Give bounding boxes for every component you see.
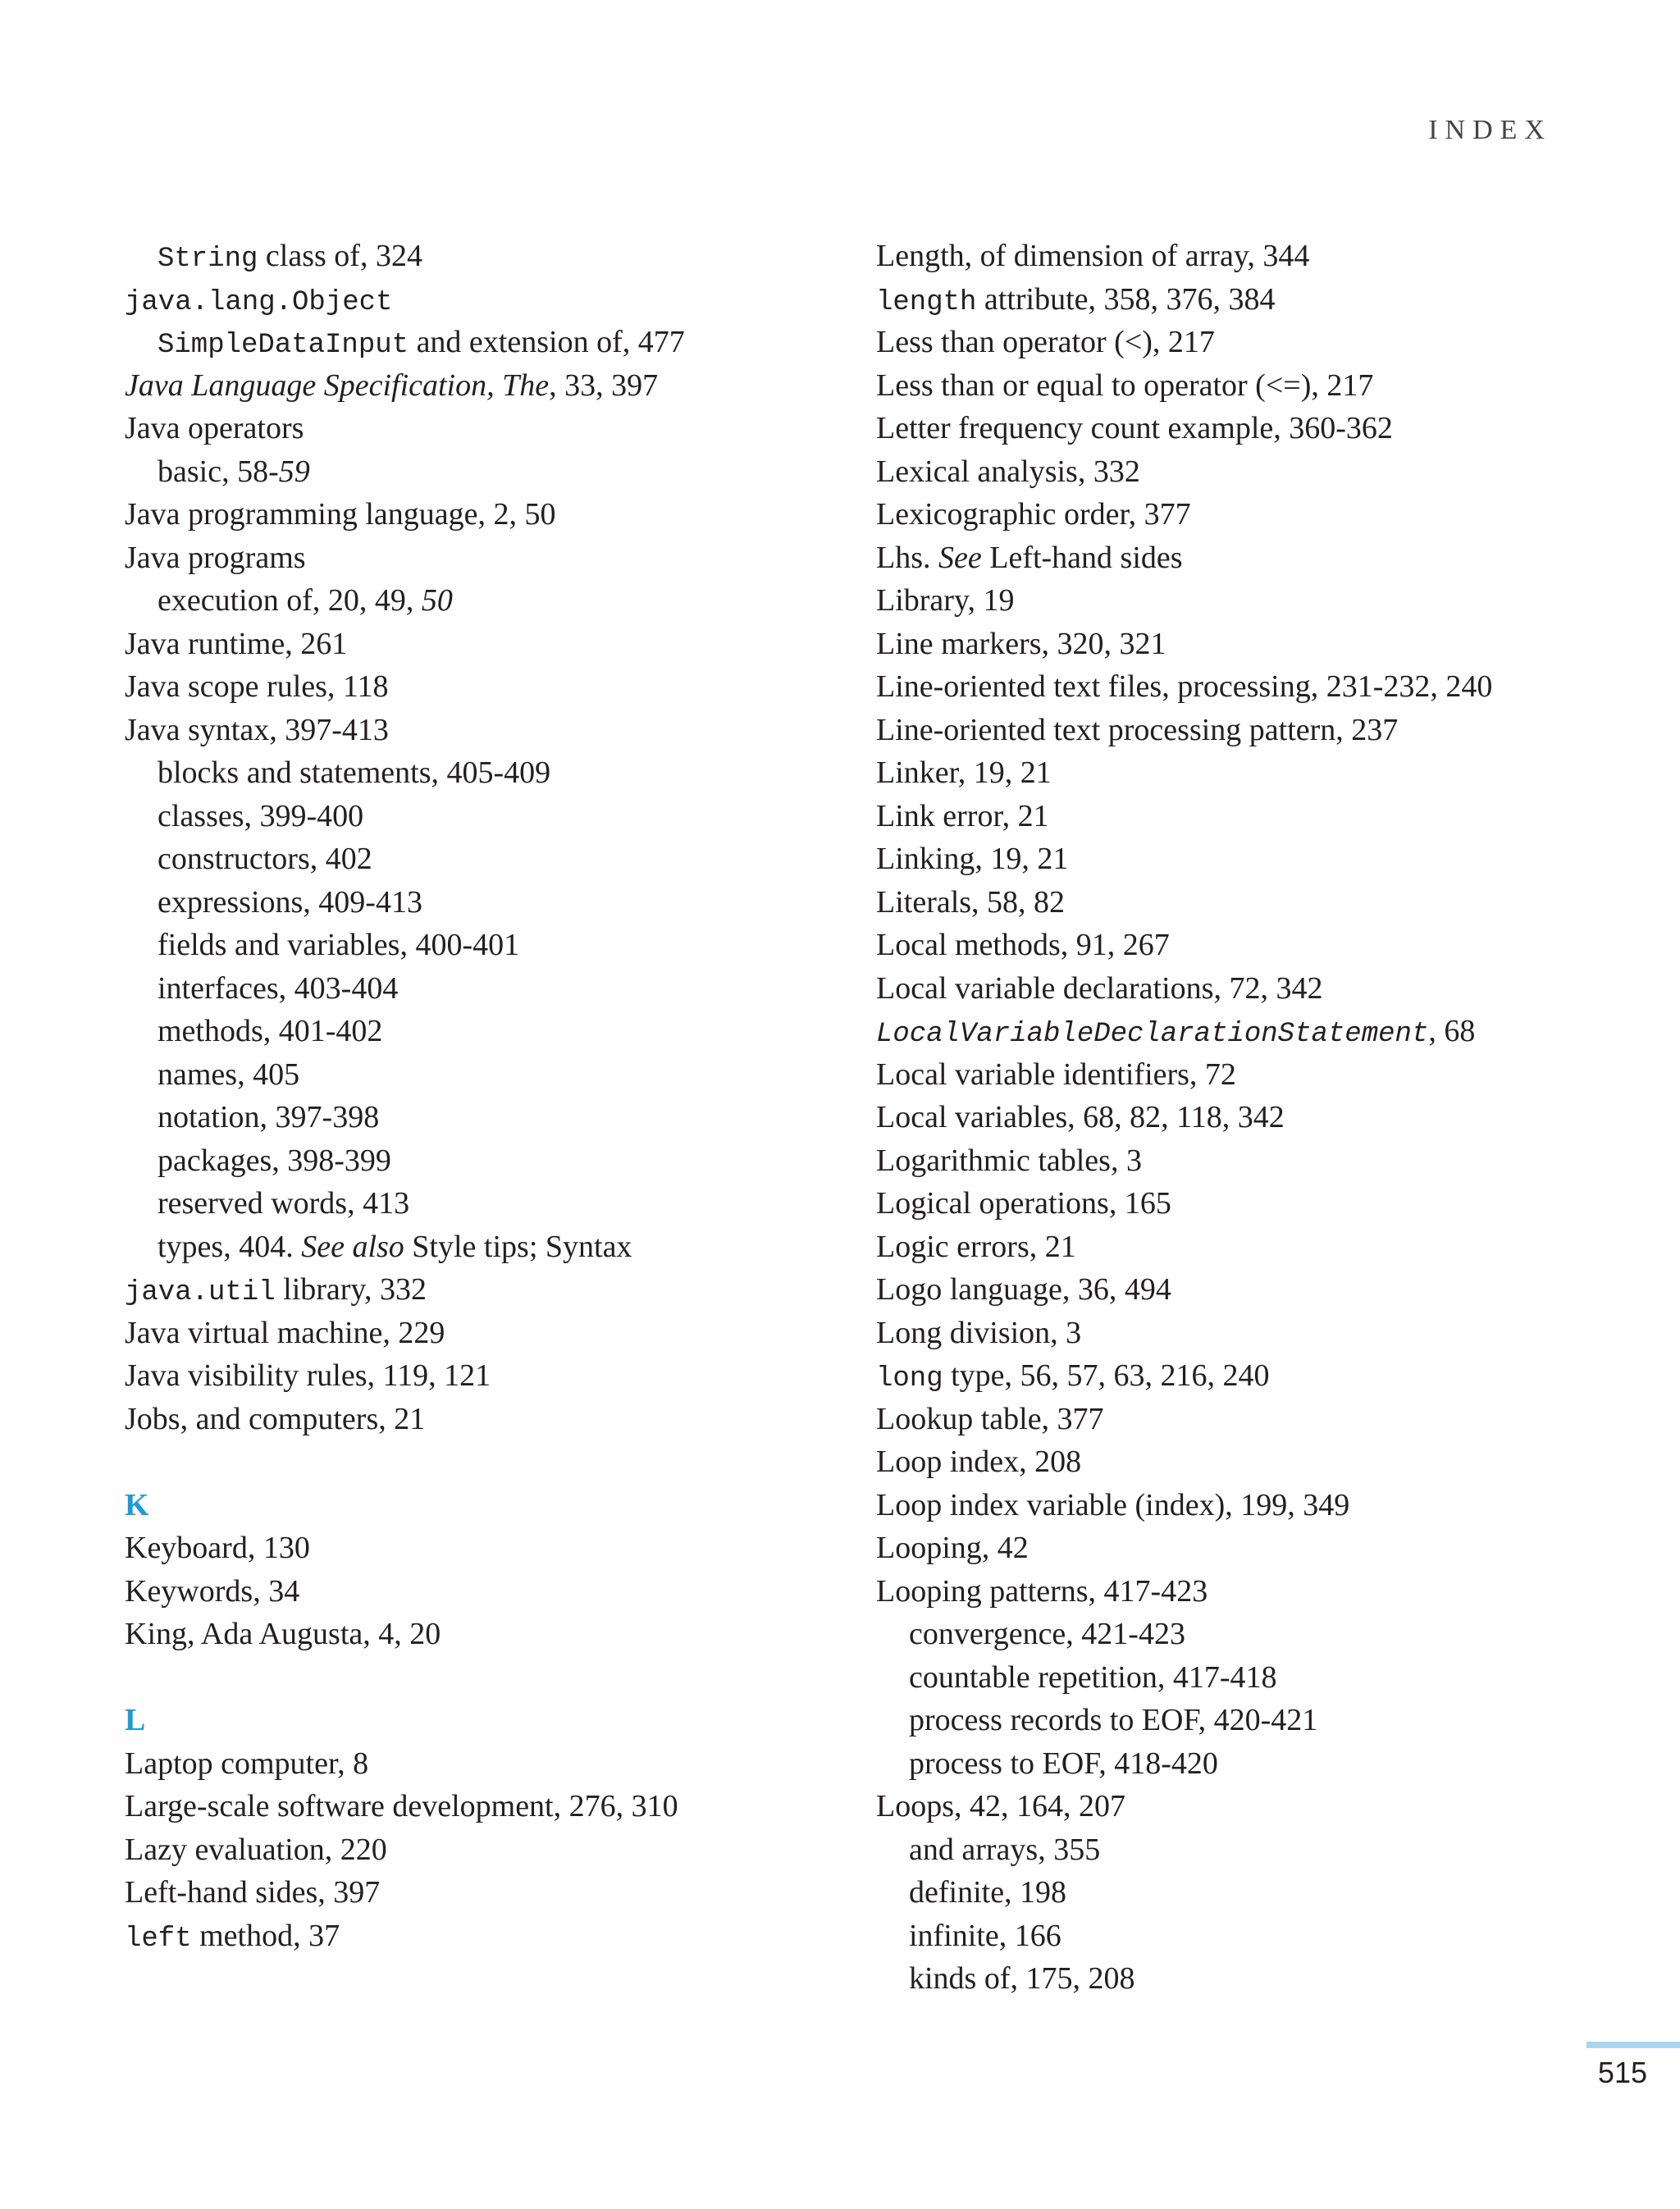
entry-text: constructors, 402 (158, 842, 372, 876)
entry-text: Keywords, 34 (125, 1573, 300, 1609)
entry-text: convergence, 421-423 (909, 1617, 1185, 1651)
index-column-left (125, 235, 863, 1957)
entry-text: attribute, 358, 376, 384 (976, 281, 1276, 317)
index-subentry (876, 1957, 1614, 2001)
entry-text: Local variable identifiers, 72 (876, 1057, 1236, 1092)
entry-text: Left-hand sides, 397 (125, 1875, 381, 1910)
entry-text: Left-hand sides (981, 540, 1183, 575)
entry-text: reserved words, 413 (158, 1186, 410, 1221)
code-term: SimpleDataInput (158, 330, 409, 361)
entry-text: Java syntax, 397-413 (125, 712, 389, 747)
index-subentry (125, 838, 863, 881)
entry-text: Line-oriented text processing pattern, 237 (876, 712, 1399, 747)
index-entry (876, 536, 1614, 580)
index-entry (876, 1354, 1614, 1398)
index-subentry (876, 1871, 1614, 1915)
index-entry (876, 838, 1614, 881)
entry-text: packages, 398-399 (158, 1143, 391, 1178)
entry-text: Linking, 19, 21 (876, 842, 1069, 876)
index-subentry (876, 1656, 1614, 1700)
entry-text: Line-oriented text files, processing, 231-232, 240 (876, 669, 1493, 704)
index-subentry (876, 1828, 1614, 1872)
index-entry (876, 321, 1614, 364)
entry-text: type, 56, 57, 63, 216, 240 (943, 1358, 1270, 1393)
entry-text: Local variable declarations, 72, 342 (876, 970, 1323, 1006)
index-subentry (876, 1613, 1614, 1656)
index-entry (876, 881, 1614, 924)
index-entry (876, 1010, 1614, 1053)
italic-text: Java Language Specification, The (125, 367, 550, 403)
index-spacer (125, 1440, 863, 1484)
index-entry (125, 1527, 863, 1570)
index-entry (125, 278, 863, 322)
index-entry (125, 364, 863, 408)
code-term: length (876, 286, 977, 318)
entry-text: Local methods, 91, 267 (876, 928, 1170, 962)
index-entry (125, 407, 863, 450)
entry-text: Java virtual machine, 229 (125, 1315, 445, 1350)
entry-text: Style tips; Syntax (404, 1229, 632, 1264)
index-subentry (876, 1742, 1614, 1786)
index-subentry (876, 1915, 1614, 1958)
index-entry (125, 1871, 863, 1915)
entry-text: process records to EOF, 420-421 (909, 1703, 1318, 1737)
code-term: java.util (125, 1277, 276, 1308)
index-subentry (125, 235, 863, 278)
entry-text: and extension of, 477 (409, 325, 685, 359)
entry-text: Laptop computer, 8 (125, 1746, 369, 1781)
entry-text: blocks and statements, 405-409 (158, 755, 551, 790)
index-entry (876, 967, 1614, 1011)
code-term: left (125, 1923, 192, 1955)
entry-text: Long division, 3 (876, 1315, 1082, 1350)
entry-text: Logical operations, 165 (876, 1186, 1171, 1221)
index-spacer (125, 1656, 863, 1700)
page-number-rule (1586, 2042, 1680, 2048)
entry-text: countable repetition, 417-418 (909, 1659, 1277, 1695)
entry-text: Letter frequency count example, 360-362 (876, 411, 1393, 445)
entry-text: Lexicographic order, 377 (876, 497, 1191, 532)
entry-text: fields and variables, 400-401 (158, 928, 520, 962)
index-entry (125, 493, 863, 536)
index-entry (876, 1527, 1614, 1570)
entry-text: Logic errors, 21 (876, 1229, 1076, 1264)
index-subentry (125, 1225, 863, 1269)
entry-text: Literals, 58, 82 (876, 884, 1066, 920)
index-entry (876, 1570, 1614, 1613)
index-section-letter (125, 1699, 863, 1742)
entry-text: names, 405 (158, 1057, 300, 1092)
entry-text: basic, 58- (158, 454, 279, 489)
entry-text: class of, 324 (258, 239, 422, 273)
entry-text: Large-scale software development, 276, 310 (125, 1789, 678, 1823)
entry-text: methods, 401-402 (158, 1014, 383, 1048)
index-entry (125, 1915, 863, 1958)
entry-text: Java programs (125, 540, 306, 575)
entry-text: Lookup table, 377 (876, 1401, 1104, 1436)
index-entry (125, 1268, 863, 1312)
index-entry (876, 407, 1614, 450)
italic-text: 59 (278, 454, 310, 489)
entry-text: Java operators (125, 411, 304, 445)
index-subentry (125, 967, 863, 1011)
entry-text: Link error, 21 (876, 798, 1049, 833)
index-entry (125, 1398, 863, 1441)
index-entry (125, 623, 863, 666)
index-entry (876, 1398, 1614, 1441)
entry-text: Keyboard, 130 (125, 1531, 310, 1565)
italic-text: See also (301, 1229, 404, 1264)
index-entry (876, 1440, 1614, 1484)
index-entry (125, 536, 863, 580)
italic-text: See (938, 540, 982, 575)
entry-text: library, 332 (275, 1272, 427, 1307)
entry-text: classes, 399-400 (158, 798, 364, 833)
entry-text: Java visibility rules, 119, 121 (125, 1358, 491, 1393)
index-subentry (125, 1053, 863, 1097)
entry-text: Looping patterns, 417-423 (876, 1573, 1208, 1609)
entry-text: process to EOF, 418-420 (909, 1746, 1218, 1781)
index-entry (876, 1182, 1614, 1225)
entry-text: Linker, 19, 21 (876, 755, 1052, 790)
index-subentry (125, 881, 863, 924)
entry-text: L (125, 1703, 146, 1737)
index-entry (876, 1139, 1614, 1183)
entry-text: King, Ada Augusta, 4, 20 (125, 1617, 441, 1651)
entry-text: and arrays, 355 (909, 1832, 1101, 1867)
entry-text: Lexical analysis, 332 (876, 454, 1140, 489)
index-entry (125, 1312, 863, 1355)
running-head: INDEX (1428, 115, 1552, 145)
index-subentry (125, 751, 863, 795)
code-term: java.lang.Object (125, 286, 393, 318)
entry-text: Local variables, 68, 82, 118, 342 (876, 1100, 1285, 1134)
entry-text: interfaces, 403-404 (158, 970, 399, 1006)
entry-text: Logo language, 36, 494 (876, 1272, 1171, 1307)
entry-text: kinds of, 175, 208 (909, 1961, 1135, 1996)
index-entry (125, 665, 863, 709)
index-entry (125, 1785, 863, 1828)
index-entry (876, 364, 1614, 408)
index-subentry (125, 450, 863, 494)
index-entry (876, 1312, 1614, 1355)
entry-text: Lazy evaluation, 220 (125, 1832, 387, 1867)
entry-text: notation, 397-398 (158, 1100, 380, 1134)
index-entry (876, 665, 1614, 709)
entry-text: Loop index, 208 (876, 1445, 1082, 1479)
index-entry (876, 924, 1614, 967)
entry-text: method, 37 (191, 1918, 340, 1953)
index-entry (876, 1225, 1614, 1269)
index-entry (125, 709, 863, 752)
page-number: 515 (1597, 2056, 1647, 2089)
index-entry (876, 579, 1614, 623)
index-subentry (125, 1139, 863, 1183)
italic-text: 50 (421, 583, 453, 618)
index-entry (876, 235, 1614, 278)
entry-text: Java scope rules, 118 (125, 669, 389, 704)
index-entry (876, 709, 1614, 752)
index-subentry (125, 795, 863, 838)
index-subentry (125, 1010, 863, 1053)
entry-text: definite, 198 (909, 1875, 1067, 1910)
index-entry (125, 1354, 863, 1398)
index-entry (125, 1828, 863, 1872)
index-entry (876, 1268, 1614, 1312)
entry-text: Length, of dimension of array, 344 (876, 239, 1310, 273)
index-subentry (125, 321, 863, 364)
index-section-letter (125, 1484, 863, 1527)
index-entry (876, 1785, 1614, 1828)
index-entry (876, 795, 1614, 838)
entry-text: Loops, 42, 164, 207 (876, 1789, 1125, 1823)
entry-text: Looping, 42 (876, 1531, 1029, 1565)
index-entry (876, 1096, 1614, 1139)
entry-text: Java programming language, 2, 50 (125, 497, 556, 532)
entry-text: Line markers, 320, 321 (876, 626, 1166, 661)
entry-text: K (125, 1487, 149, 1522)
index-entry (876, 623, 1614, 666)
index-entry (125, 1742, 863, 1786)
entry-text: Java runtime, 261 (125, 626, 348, 661)
index-entry (876, 493, 1614, 536)
index-subentry (125, 579, 863, 623)
entry-text: infinite, 166 (909, 1918, 1061, 1953)
index-entry (876, 1484, 1614, 1527)
index-subentry (876, 1699, 1614, 1742)
entry-text: Lhs. (876, 540, 938, 575)
code-term: String (158, 244, 258, 275)
entry-text: types, 404. (158, 1229, 302, 1264)
entry-text: execution of, 20, 49, (158, 583, 422, 618)
entry-text: Loop index variable (index), 199, 349 (876, 1487, 1350, 1522)
code-term: long (876, 1363, 943, 1394)
index-entry (876, 278, 1614, 322)
index-entry (876, 751, 1614, 795)
index-subentry (125, 1096, 863, 1139)
entry-text: expressions, 409-413 (158, 884, 422, 920)
entry-text: Less than or equal to operator (<=), 217 (876, 367, 1374, 403)
index-entry (125, 1613, 863, 1656)
entry-text: Less than operator (<), 217 (876, 325, 1215, 359)
index-column-right (876, 235, 1614, 2001)
index-entry (876, 450, 1614, 494)
index-entry (125, 1570, 863, 1613)
entry-text: Jobs, and computers, 21 (125, 1401, 426, 1436)
entry-text: , 33, 397 (549, 367, 659, 403)
entry-text: , 68 (1428, 1014, 1476, 1048)
index-subentry (125, 1182, 863, 1225)
index-entry (876, 1053, 1614, 1097)
entry-text: Library, 19 (876, 583, 1015, 618)
entry-text: Logarithmic tables, 3 (876, 1143, 1142, 1178)
index-subentry (125, 924, 863, 967)
code-term: LocalVariableDeclarationStatement (876, 1019, 1429, 1050)
